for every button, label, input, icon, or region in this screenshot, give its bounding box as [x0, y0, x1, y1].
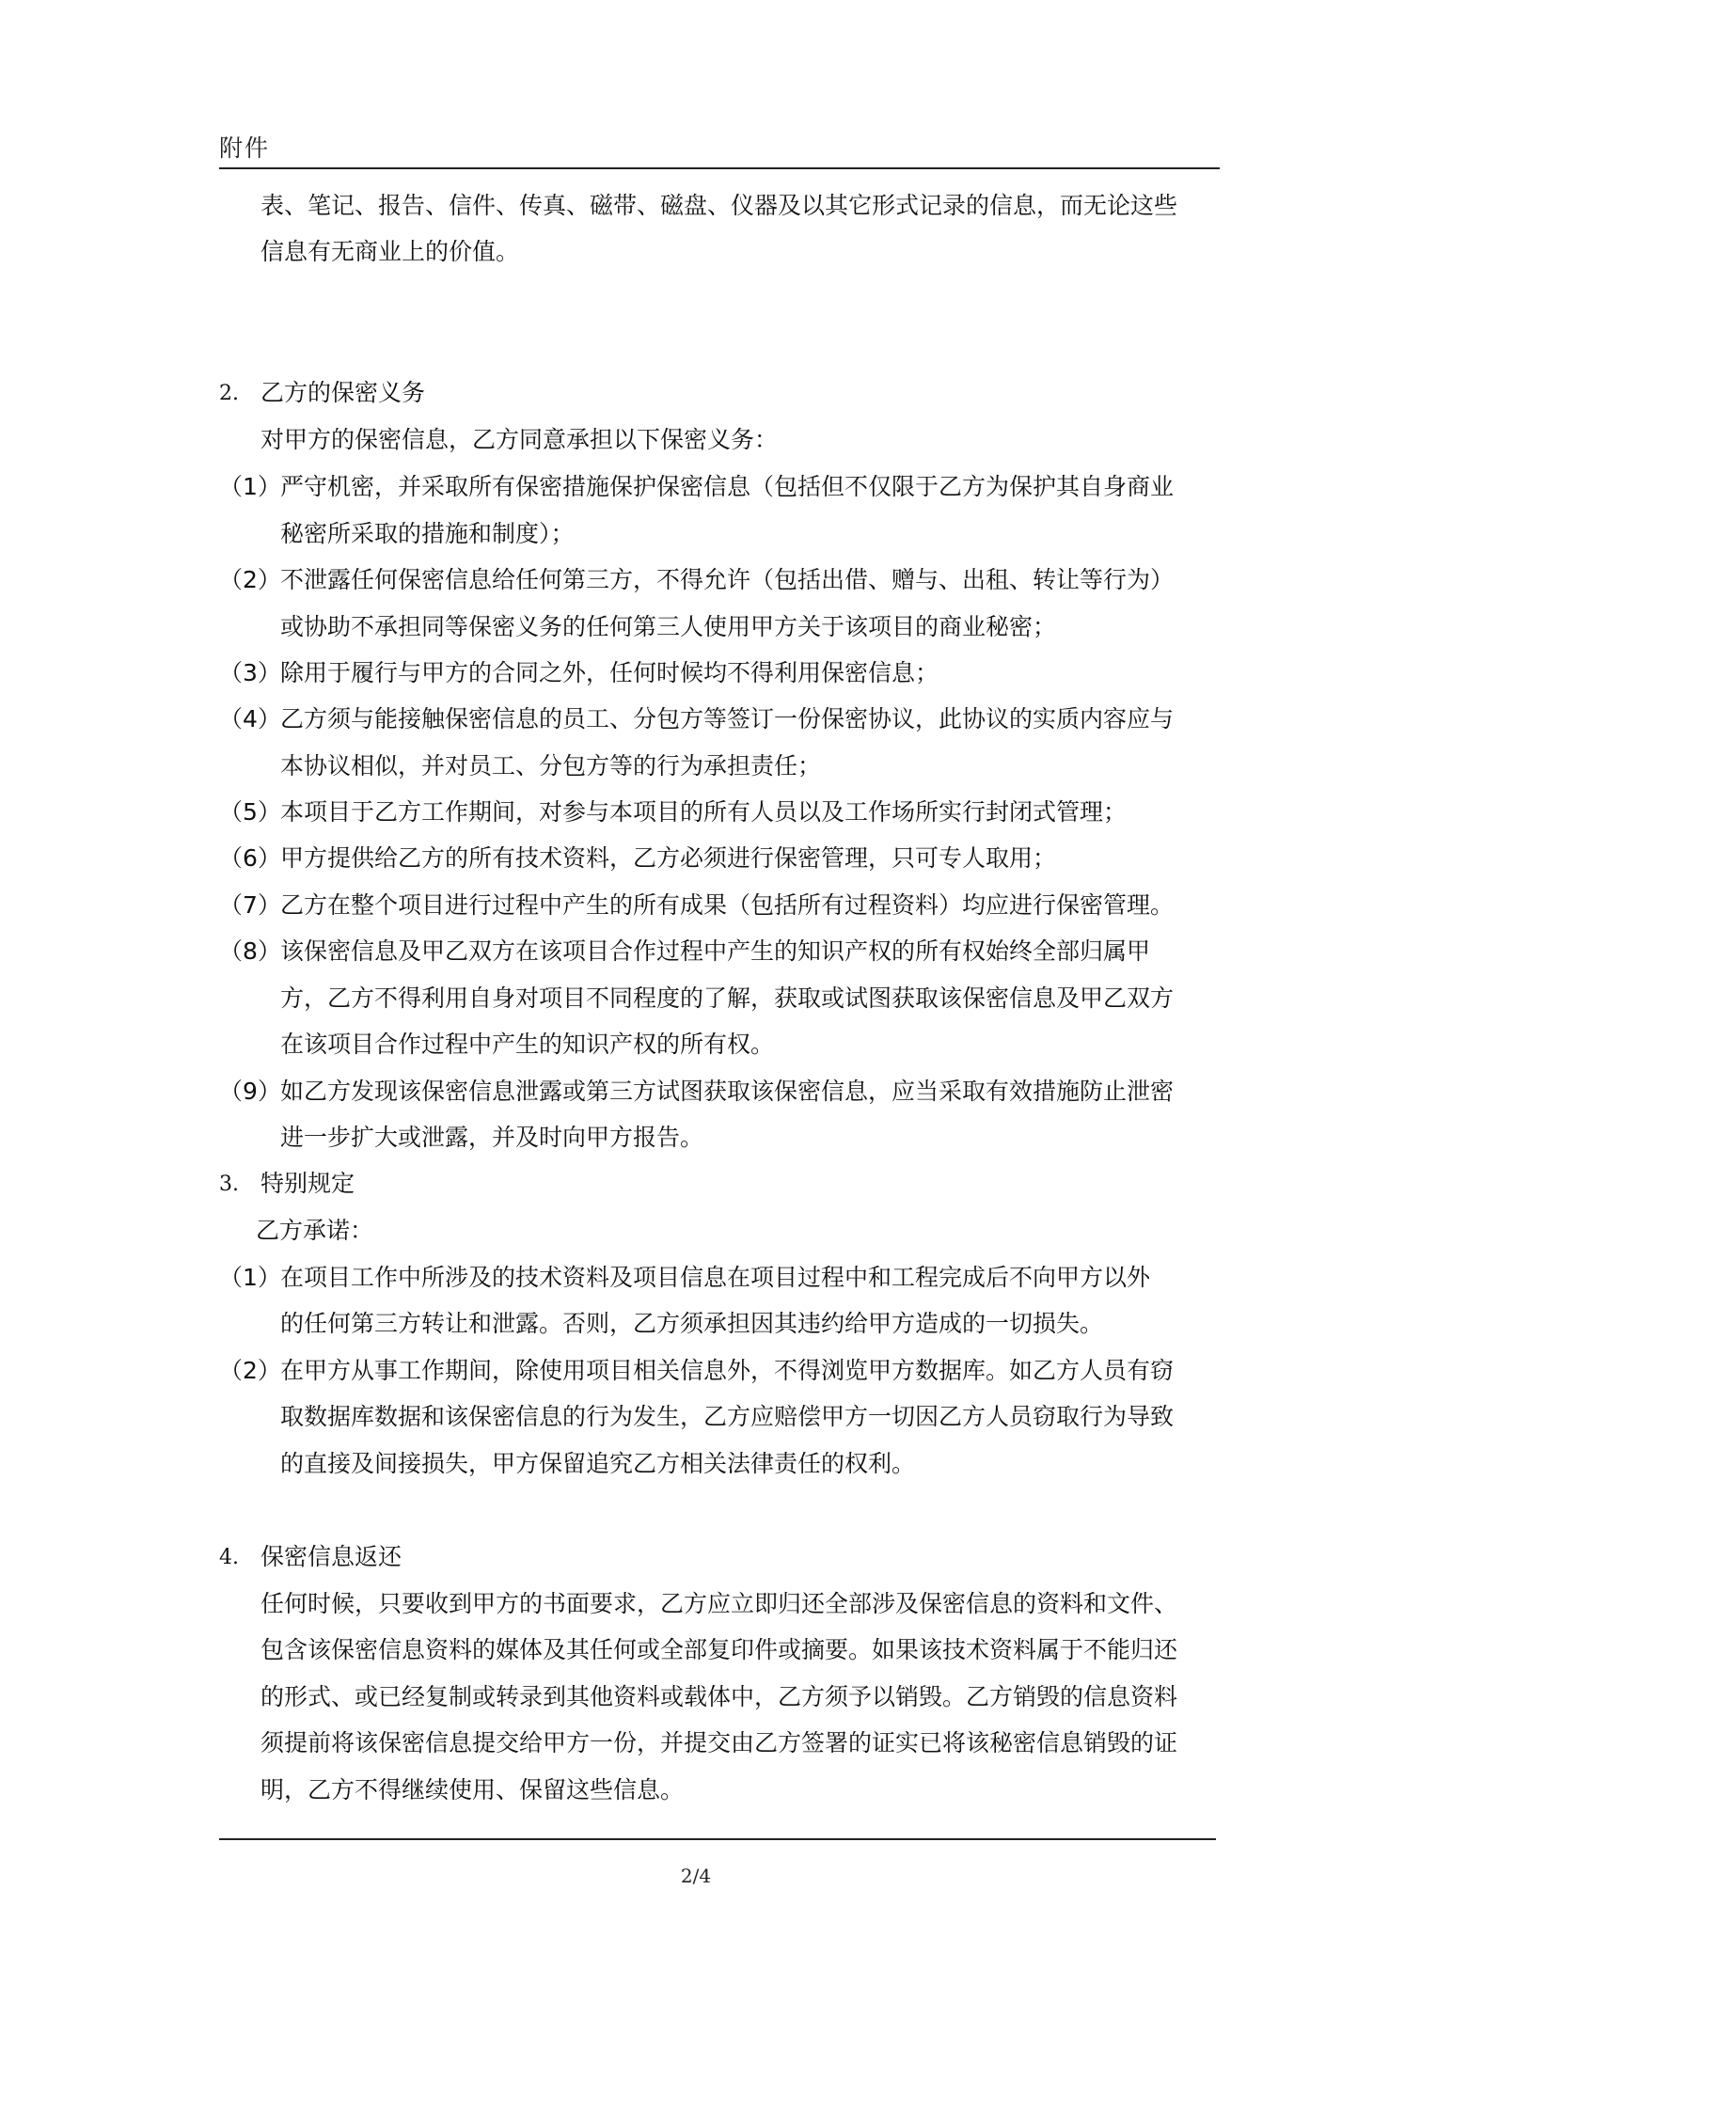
footer-rule	[219, 1838, 1216, 1840]
item-line: 或协助不承担同等保密义务的任何第三人使用甲方关于该项目的商业秘密；	[280, 613, 1057, 640]
item-line: 方，乙方不得利用自身对项目不同程度的了解，获取或试图获取该保密信息及甲乙双方	[280, 984, 1175, 1012]
item-line: 进一步扩大或泄露，并及时向甲方报告。	[280, 1124, 704, 1151]
item-number: （9）	[219, 1078, 281, 1105]
item-number: （2）	[219, 566, 281, 593]
item-line: 如乙方发现该保密信息泄露或第三方试图获取该保密信息，应当采取有效措施防止泄密	[280, 1078, 1175, 1105]
item-number: （3）	[219, 659, 281, 686]
item-line: 在项目工作中所涉及的技术资料及项目信息在项目过程中和工程完成后不向甲方以外	[280, 1264, 1151, 1291]
item-number: （6）	[219, 844, 281, 872]
item-number: （5）	[219, 798, 281, 826]
item-line: 取数据库数据和该保密信息的行为发生，乙方应赔偿甲方一切因乙方人员窃取行为导致	[280, 1403, 1175, 1430]
section-number: 2.	[219, 382, 239, 405]
page-number: 2/4	[680, 1865, 712, 1887]
item-number: （1）	[219, 473, 281, 500]
header-rule	[219, 167, 1220, 169]
item-line: 严守机密，并采取所有保密措施保护保密信息（包括但不仅限于乙方为保护其自身商业	[280, 473, 1175, 500]
item-number: （4）	[219, 705, 281, 732]
section-title: 特别规定	[260, 1170, 355, 1197]
section-title: 保密信息返还	[260, 1543, 402, 1570]
item-line: 乙方须与能接触保密信息的员工、分包方等签订一份保密协议，此协议的实质内容应与	[280, 705, 1175, 732]
paragraph-line: 须提前将该保密信息提交给甲方一份，并提交由乙方签署的证实已将该秘密信息销毁的证	[260, 1729, 1178, 1756]
item-line: 甲方提供给乙方的所有技术资料，乙方必须进行保密管理，只可专人取用；	[280, 844, 1057, 872]
item-number: （7）	[219, 891, 281, 919]
item-number: （1）	[219, 1264, 281, 1291]
paragraph-line: 任何时候，只要收到甲方的书面要求，乙方应立即归还全部涉及保密信息的资料和文件、	[260, 1590, 1178, 1617]
section-lead: 对甲方的保密信息，乙方同意承担以下保密义务：	[260, 426, 779, 453]
intro-line: 信息有无商业上的价值。	[260, 238, 520, 265]
item-line: 的任何第三方转让和泄露。否则，乙方须承担因其违约给甲方造成的一切损失。	[280, 1310, 1104, 1337]
item-line: 本项目于乙方工作期间，对参与本项目的所有人员以及工作场所实行封闭式管理；	[280, 798, 1128, 826]
item-line: 不泄露任何保密信息给任何第三方，不得允许（包括出借、赠与、出租、转让等行为）	[280, 566, 1175, 593]
item-line: 本协议相似，并对员工、分包方等的行为承担责任；	[280, 752, 822, 779]
item-line: 在该项目合作过程中产生的知识产权的所有权。	[280, 1031, 775, 1058]
item-line: 秘密所采取的措施和制度）；	[280, 520, 575, 547]
section-lead: 乙方承诺：	[256, 1217, 374, 1244]
document-header-label: 附件	[219, 134, 271, 162]
paragraph-line: 明，乙方不得继续使用、保留这些信息。	[260, 1776, 685, 1803]
paragraph-line: 包含该保密信息资料的媒体及其任何或全部复印件或摘要。如果该技术资料属于不能归还	[260, 1636, 1178, 1663]
item-line: 除用于履行与甲方的合同之外，任何时候均不得利用保密信息；	[280, 659, 939, 686]
item-line: 在甲方从事工作期间，除使用项目相关信息外，不得浏览甲方数据库。如乙方人员有窃	[280, 1357, 1175, 1384]
paragraph-line: 的形式、或已经复制或转录到其他资料或载体中，乙方须予以销毁。乙方销毁的信息资料	[260, 1683, 1178, 1710]
item-line: 该保密信息及甲乙双方在该项目合作过程中产生的知识产权的所有权始终全部归属甲	[280, 937, 1151, 965]
item-number: （2）	[219, 1357, 281, 1384]
item-line: 的直接及间接损失，甲方保留追究乙方相关法律责任的权利。	[280, 1450, 916, 1477]
section-number: 4.	[219, 1546, 239, 1569]
item-line: 乙方在整个项目进行过程中产生的所有成果（包括所有过程资料）均应进行保密管理。	[280, 891, 1175, 919]
section-title: 乙方的保密义务	[260, 379, 426, 406]
item-number: （8）	[219, 937, 281, 965]
intro-line: 表、笔记、报告、信件、传真、磁带、磁盘、仪器及以其它形式记录的信息，而无论这些	[260, 192, 1178, 219]
section-number: 3.	[219, 1173, 239, 1196]
